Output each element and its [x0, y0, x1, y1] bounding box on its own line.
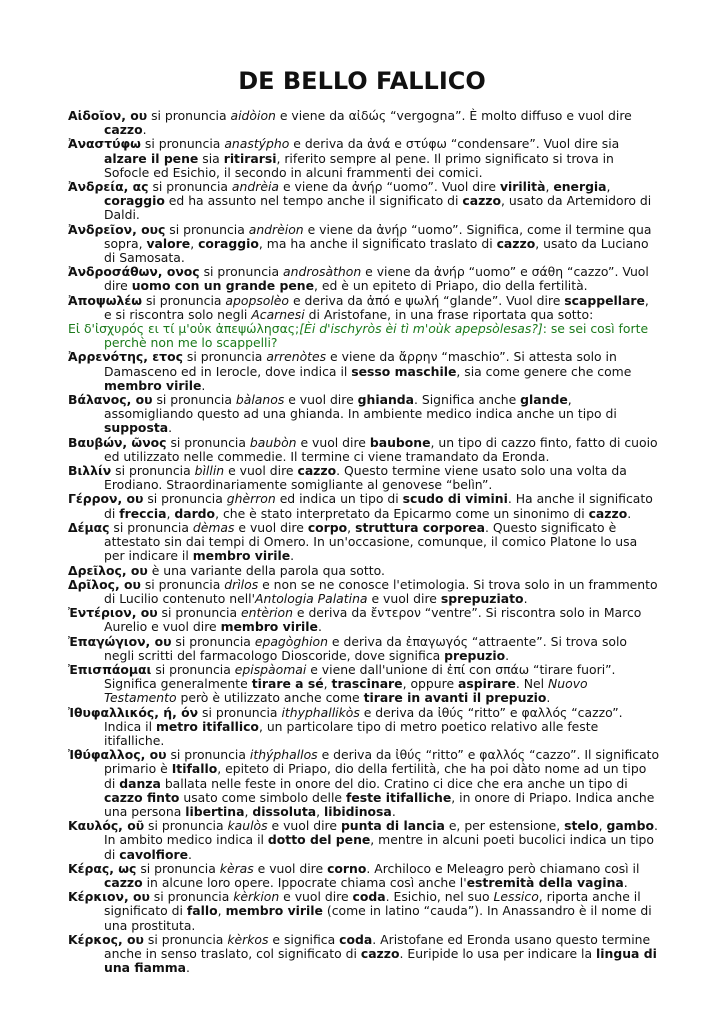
bold-term: gambo	[606, 818, 654, 834]
entry-text: e viene da αἰδώς “vergogna”. È molto diffuso e vuol dire	[275, 108, 632, 123]
italic-term: ithýphallos	[249, 747, 318, 763]
entry-text: .	[391, 803, 396, 819]
italic-term: andrèion	[248, 221, 304, 237]
entry-text: e viene da ἀνήρ “uomo” e σάθη “cazzo”. Vuol dire	[104, 264, 649, 294]
bold-term: cazzo	[496, 235, 536, 251]
entry-text: si pronuncia	[149, 889, 234, 905]
bold-term: punta di lancia	[340, 818, 445, 834]
italic-term: epispàomai	[234, 661, 307, 677]
italic-term: andrèia	[231, 179, 279, 195]
glossary-entry	[68, 393, 660, 436]
entry-text: e vuol dire	[279, 889, 353, 905]
italic-term: kaulòs	[227, 818, 268, 834]
entry-text: si pronuncia	[109, 519, 193, 535]
glossary-entry	[68, 521, 660, 564]
bold-term: coraggio	[198, 235, 259, 251]
bold-term: sprepuziato	[440, 590, 524, 606]
entry-text: ,	[244, 803, 253, 819]
entry-text: .	[168, 420, 173, 436]
italic-term: baubòn	[249, 434, 297, 450]
bold-term: Ἐντέριον, ου	[68, 605, 158, 621]
glossary-entry	[68, 223, 660, 266]
bold-term: dardo	[174, 505, 216, 521]
entry-text: , ma ha anche il significato traslato di	[258, 235, 497, 251]
entry-text: e vuol dire	[224, 463, 298, 479]
entry-text: . Questo termine viene usato solo una volta da Erodiano. Straordinariamente somigliante al genovese “belìn”.	[104, 463, 627, 493]
bold-term: Ἀνδροσάθων, ονος	[68, 264, 200, 280]
entry-text: e deriva da ἔντερον “ventre”. Si riscontra solo in Marco Aurelio e vuol dire	[104, 605, 642, 635]
glossary-entry	[68, 294, 660, 322]
bold-term: coda	[352, 889, 386, 905]
entry-text: ,	[217, 903, 226, 919]
bold-term: scudo di vimini	[402, 491, 508, 507]
entry-text: . Aristofane ed Eronda usano questo termine anche in senso traslato, col significato di	[104, 931, 651, 961]
bold-term: uomo con un grande pene	[131, 278, 314, 294]
bold-term: coraggio	[104, 193, 165, 209]
bold-term: Καυλός, οῦ	[68, 818, 145, 834]
bold-term: tirare a sé	[251, 676, 324, 692]
glossary-entry	[68, 606, 660, 634]
bold-term: Ἀρρενότης, ετος	[68, 349, 183, 365]
bold-term: stelo	[564, 818, 599, 834]
entry-text: ed ha assunto nel tempo anche il significato di	[164, 193, 463, 209]
italic-term: arrenòtes	[266, 349, 327, 365]
document-title: DE BELLO FALLICO	[238, 67, 486, 95]
entry-text: , un particolare tipo di metro poetico relativo alle feste itifalliche.	[104, 718, 599, 748]
entry-text: . Esichio, nel suo	[385, 889, 494, 905]
bold-term: dotto del pene	[267, 832, 371, 848]
entry-text: , epiteto di Priapo, dio della fertilità, che ha poi dàto nome ad un tipo di	[104, 761, 647, 791]
entry-text: si pronuncia	[199, 264, 284, 280]
glossary-entry	[68, 492, 660, 520]
bold-term: metro itifallico	[155, 718, 259, 734]
entry-text: e viene da ἀνήρ “uomo”. Significa, come il termine qua sopra,	[104, 221, 652, 251]
italic-term: epagòghion	[254, 633, 328, 649]
glossary-entry	[68, 635, 660, 663]
entry-text: e deriva da ἐπαγωγός “attraente”. Si trova solo negli scritti del farmacologo Dioscoride, dove significa	[104, 633, 628, 663]
entry-text: e viene da ἀνήρ “uomo”. Vuol dire	[279, 179, 500, 195]
bold-term: libertina	[185, 803, 245, 819]
entry-text: . Archiloco e Meleagro però chiamano così il	[366, 860, 640, 876]
entry-text: , oppure	[402, 676, 459, 692]
bold-term: ritirarsi	[223, 150, 277, 166]
bold-term: tirare in avanti il prepuzio	[363, 690, 547, 706]
entry-text: si pronuncia	[198, 704, 282, 720]
italic-term: Acarnesi	[251, 306, 305, 322]
entry-text: : se sei così forte perchè non me lo scappelli?	[104, 321, 649, 351]
entry-text: si pronuncia	[143, 491, 227, 507]
entry-text: , e si riscontra solo negli	[104, 292, 649, 322]
bold-term: Βαυβών, ῶνος	[68, 434, 167, 450]
bold-term: freccia	[119, 505, 167, 521]
italic-term: Antologia Palatina	[255, 590, 368, 606]
bold-term: supposta	[104, 420, 169, 436]
glossary-entry	[68, 933, 660, 976]
italic-term: drìlos	[224, 576, 259, 592]
entry-text: si pronuncia	[143, 931, 228, 947]
bold-term: cazzo	[104, 874, 143, 890]
bold-term: baubone	[369, 434, 431, 450]
entry-text: si pronuncia	[140, 576, 225, 592]
entry-text: e vuol dire	[284, 392, 358, 408]
bold-term: membro virile	[225, 903, 323, 919]
bold-term: scappellare	[564, 292, 645, 308]
entry-text: .	[290, 548, 295, 564]
entry-text: e deriva da ἰθύς “ritto” e φαλλός “cazzo”. Il significato primario è	[104, 747, 660, 777]
entry-text: e non se ne conosce l'etimologia. Si trova solo in un frammento di Lucilio contenuto nell'	[104, 576, 658, 606]
entry-text: e vuol dire	[267, 818, 341, 834]
glossary-entry	[68, 819, 660, 862]
glossary-entry	[68, 436, 660, 464]
entry-text: .	[188, 846, 192, 862]
bold-term: cazzo	[297, 463, 337, 479]
entry-text: si pronuncia	[152, 392, 236, 408]
italic-term: androsàthon	[283, 264, 362, 280]
entry-text: , ed è un epiteto di Priapo, dio della fertilità.	[313, 278, 588, 294]
italic-term: kèrkion	[233, 889, 280, 905]
entry-text: , riferito sempre al pene. Il primo significato si trova in Sofocle ed Esichio, il secondo in alcuni frammenti dei comici.	[104, 150, 614, 180]
bold-term: estremità della vagina	[466, 874, 624, 890]
entry-text: ,	[166, 505, 175, 521]
entry-text: .	[317, 619, 322, 635]
entry-text: è una variante della parola qua sotto.	[147, 562, 385, 578]
bold-term: Κέρας, ως	[68, 860, 137, 876]
entry-text: , usato da Luciano di Samosata.	[104, 235, 649, 266]
glossary-entry	[68, 706, 660, 749]
entry-text: . Euripide lo usa per indicare la	[399, 945, 597, 961]
italic-term: anastýpho	[224, 136, 290, 152]
bold-term: corpo	[307, 519, 348, 535]
entry-text: e viene dall'unione di ἐπί con σπάω “tirare fuori”. Significa generalmente	[104, 661, 616, 692]
entry-text: si pronuncia	[144, 818, 228, 834]
bold-term: Ἰθυφαλλικός, ή, όν	[68, 704, 199, 720]
entry-text: si pronuncia	[157, 605, 241, 621]
bold-term: prepuzio	[444, 647, 506, 663]
bold-term: cavolfiore	[119, 846, 189, 862]
entry-text: si pronuncia	[111, 463, 195, 479]
entry-text: in alcune loro opere. Ippocrate chiama così anche l'	[142, 874, 467, 890]
glossary-entry	[68, 663, 660, 706]
entry-text: si pronuncia	[140, 136, 225, 152]
glossary-entry	[68, 137, 660, 180]
bold-term: membro virile	[104, 377, 202, 393]
bold-term: Ἐπαγώγιον, ου	[68, 633, 172, 649]
italic-term: ithyphallikòs	[281, 704, 360, 720]
bold-term: virilità	[499, 179, 546, 195]
entry-text: si pronuncia	[171, 633, 255, 649]
bold-term: Βάλανος, ου	[68, 392, 153, 408]
bold-term: membro virile	[220, 619, 318, 635]
entry-text: ed indica un tipo di	[275, 491, 403, 507]
quote-line	[68, 322, 660, 350]
entry-text: Eἰ δ'ἰσχυρός ει τί μ'οὐκ ἀπεψώλησας;	[68, 321, 300, 337]
entry-text: di Aristofane, in una frase riportata qua sotto:	[304, 306, 594, 322]
italic-term: kèras	[219, 860, 254, 876]
bold-term: membro virile	[192, 548, 291, 564]
bold-term: cazzo	[104, 122, 143, 138]
entry-text: e vuol dire	[296, 434, 370, 450]
bold-term: cazzo	[462, 193, 502, 209]
bold-term: Κέρκιον, ου	[68, 889, 150, 905]
entry-text: usato come simbolo delle	[179, 789, 346, 805]
entry-text: e viene da ἄρρην “maschio”. Si attesta solo in Damasceno ed in Ierocle, dove indica il	[104, 349, 617, 379]
entry-text: (come in latino “cauda”). In Anassandro è il nome di una prostituta.	[104, 903, 652, 933]
glossary-entry	[68, 350, 660, 393]
glossary-entry	[68, 748, 660, 819]
bold-term: Ἐπισπάομαι	[68, 661, 152, 677]
entry-text: si pronuncia	[151, 661, 235, 677]
bold-term: Ἀνδρεῖον, ους	[68, 221, 166, 237]
bold-term: Ἀποψωλέω	[68, 292, 143, 308]
entry-text: ,	[598, 818, 607, 834]
entry-text: ,	[316, 803, 324, 819]
bold-term: libidinosa	[324, 803, 392, 819]
entry-text: sia	[198, 150, 224, 166]
entry-text: , in onore di Priapo. Indica anche una persona	[104, 789, 655, 819]
entry-text: , usato da Artemidoro di Daldi.	[104, 193, 652, 223]
bold-term: cazzo	[588, 505, 628, 521]
italic-term: entèrion	[241, 605, 293, 621]
bold-term: cazzo	[360, 945, 400, 961]
entry-text: si pronuncia	[142, 292, 226, 308]
italic-term: Lessico	[493, 889, 539, 905]
italic-term: dèmas	[192, 519, 235, 535]
entry-text: . Questo significato è attestato sin dai tempi di Omero. In un'occasione, comunque, il comico Platone lo usa per indicare il	[104, 519, 638, 564]
bold-term: Δέμας	[68, 519, 110, 535]
entry-text: si pronuncia	[166, 434, 250, 450]
italic-term: ghèrron	[226, 491, 276, 507]
bold-term: coda	[339, 931, 373, 947]
glossary-list	[68, 109, 660, 975]
glossary-entry	[68, 890, 660, 933]
entry-text: , assomigliando questo ad una ghianda. In ambiente medico indica anche un tipo di	[104, 392, 617, 422]
glossary-entry	[68, 180, 660, 223]
bold-term: lingua di una fiamma	[104, 945, 657, 976]
entry-text: .	[623, 874, 628, 890]
bold-term: energia	[553, 179, 607, 195]
entry-text: si pronuncia	[148, 179, 232, 195]
entry-text: . Ha anche il significato di	[104, 491, 653, 521]
italic-term: Nuovo Testamento	[104, 676, 588, 706]
entry-text: . Nel	[515, 676, 549, 692]
entry-text: .	[546, 690, 551, 706]
entry-text: e deriva da ἰθύς “ritto” e φαλλός “cazzo”. Indica il	[104, 704, 623, 734]
entry-text: , mentre in alcuni poeti bucolici indica un tipo di	[104, 832, 654, 862]
bold-term: Δρῖλος, ου	[68, 576, 141, 592]
entry-text: si pronuncia	[182, 349, 267, 365]
entry-text: e, per estensione,	[444, 818, 565, 834]
entry-text: .	[523, 590, 528, 606]
bold-term: Δρεῖλος, ου	[68, 562, 148, 578]
italic-term: [Èi d'ischyròs èi tì m'oùk apepsòlesas?]	[299, 321, 543, 337]
entry-text: si pronuncia	[165, 221, 249, 237]
bold-term: Ἀναστύφω	[68, 136, 141, 152]
entry-text: e vuol dire	[253, 860, 328, 876]
entry-text: .	[627, 505, 632, 521]
bold-term: glande	[520, 392, 568, 408]
entry-text: ,	[347, 519, 356, 535]
entry-text: , che è stato interpretato da Epicarmo come un sinonimo di	[215, 505, 589, 521]
bold-term: Itifallo	[171, 761, 218, 777]
bold-term: dissoluta	[252, 803, 317, 819]
italic-term: bìllin	[194, 463, 225, 479]
bold-term: aspirare	[458, 676, 516, 692]
bold-term: Aἰδοῖον, ου	[68, 108, 148, 123]
entry-text: e deriva da ἀπό e ψωλή “glande”. Vuol dire	[289, 292, 565, 308]
entry-text: si pronuncia	[166, 747, 250, 763]
bold-term: danza	[119, 775, 161, 791]
entry-text: ,	[323, 676, 332, 692]
italic-term: apopsolèo	[225, 292, 290, 308]
bold-term: feste itifalliche	[345, 789, 452, 805]
entry-text: e deriva da ἀνά e στύφω “condensare”. Vuol dire sia	[289, 136, 620, 152]
entry-text: . In ambito medico indica il	[104, 818, 658, 848]
glossary-entry	[68, 564, 660, 578]
entry-text: ,	[545, 179, 554, 195]
entry-text: ,	[606, 179, 611, 195]
bold-term: struttura corporea	[355, 519, 485, 535]
italic-term: bàlanos	[235, 392, 285, 408]
bold-term: sesso maschile	[351, 363, 457, 379]
entry-text: , sia come genere che come	[456, 363, 632, 379]
bold-term: ghianda	[357, 392, 414, 408]
bold-term: Κέρκος, ου	[68, 931, 144, 947]
entry-text: e vuol dire	[367, 590, 441, 606]
entry-text: .	[505, 647, 510, 663]
bold-term: Βιλλίν	[68, 463, 112, 479]
bold-term: alzare il pene	[104, 150, 199, 166]
italic-term: aidòion	[230, 108, 276, 123]
entry-text: ,	[190, 235, 199, 251]
bold-term: Γέρρον, ου	[68, 491, 144, 507]
entry-text: però è utilizzato anche come	[176, 690, 364, 706]
entry-text: , riporta anche il significato di	[104, 889, 641, 919]
bold-term: cazzo finto	[104, 789, 180, 805]
bold-term: Ἀνδρεία, ας	[68, 179, 149, 195]
entry-text: ballata nelle feste in onore del dio. Cratino ci dice che era anche un tipo di	[160, 775, 628, 791]
entry-text: , un tipo di cazzo finto, fatto di cuoio ed utilizzato nelle commedie. Il termine ci viene tramandato da Eronda.	[104, 434, 658, 464]
bold-term: Ἰθύφαλλος, ου	[68, 747, 167, 763]
entry-text: .	[201, 377, 206, 393]
glossary-entry	[68, 578, 660, 606]
bold-term: trascinare	[331, 676, 403, 692]
glossary-entry	[68, 862, 660, 890]
entry-text: e significa	[268, 931, 340, 947]
entry-text: . Significa anche	[414, 392, 521, 408]
entry-text: e vuol dire	[234, 519, 308, 535]
entry-text: si pronuncia	[147, 108, 231, 123]
entry-text: .	[186, 960, 190, 976]
glossary-entry	[68, 109, 660, 137]
entry-text: .	[142, 122, 147, 138]
bold-term: valore	[146, 235, 191, 251]
italic-term: kèrkos	[227, 931, 269, 947]
bold-term: corno	[327, 860, 367, 876]
entry-text: si pronuncia	[136, 860, 220, 876]
glossary-entry	[68, 265, 660, 293]
bold-term: fallo	[186, 903, 218, 919]
glossary-entry	[68, 464, 660, 492]
